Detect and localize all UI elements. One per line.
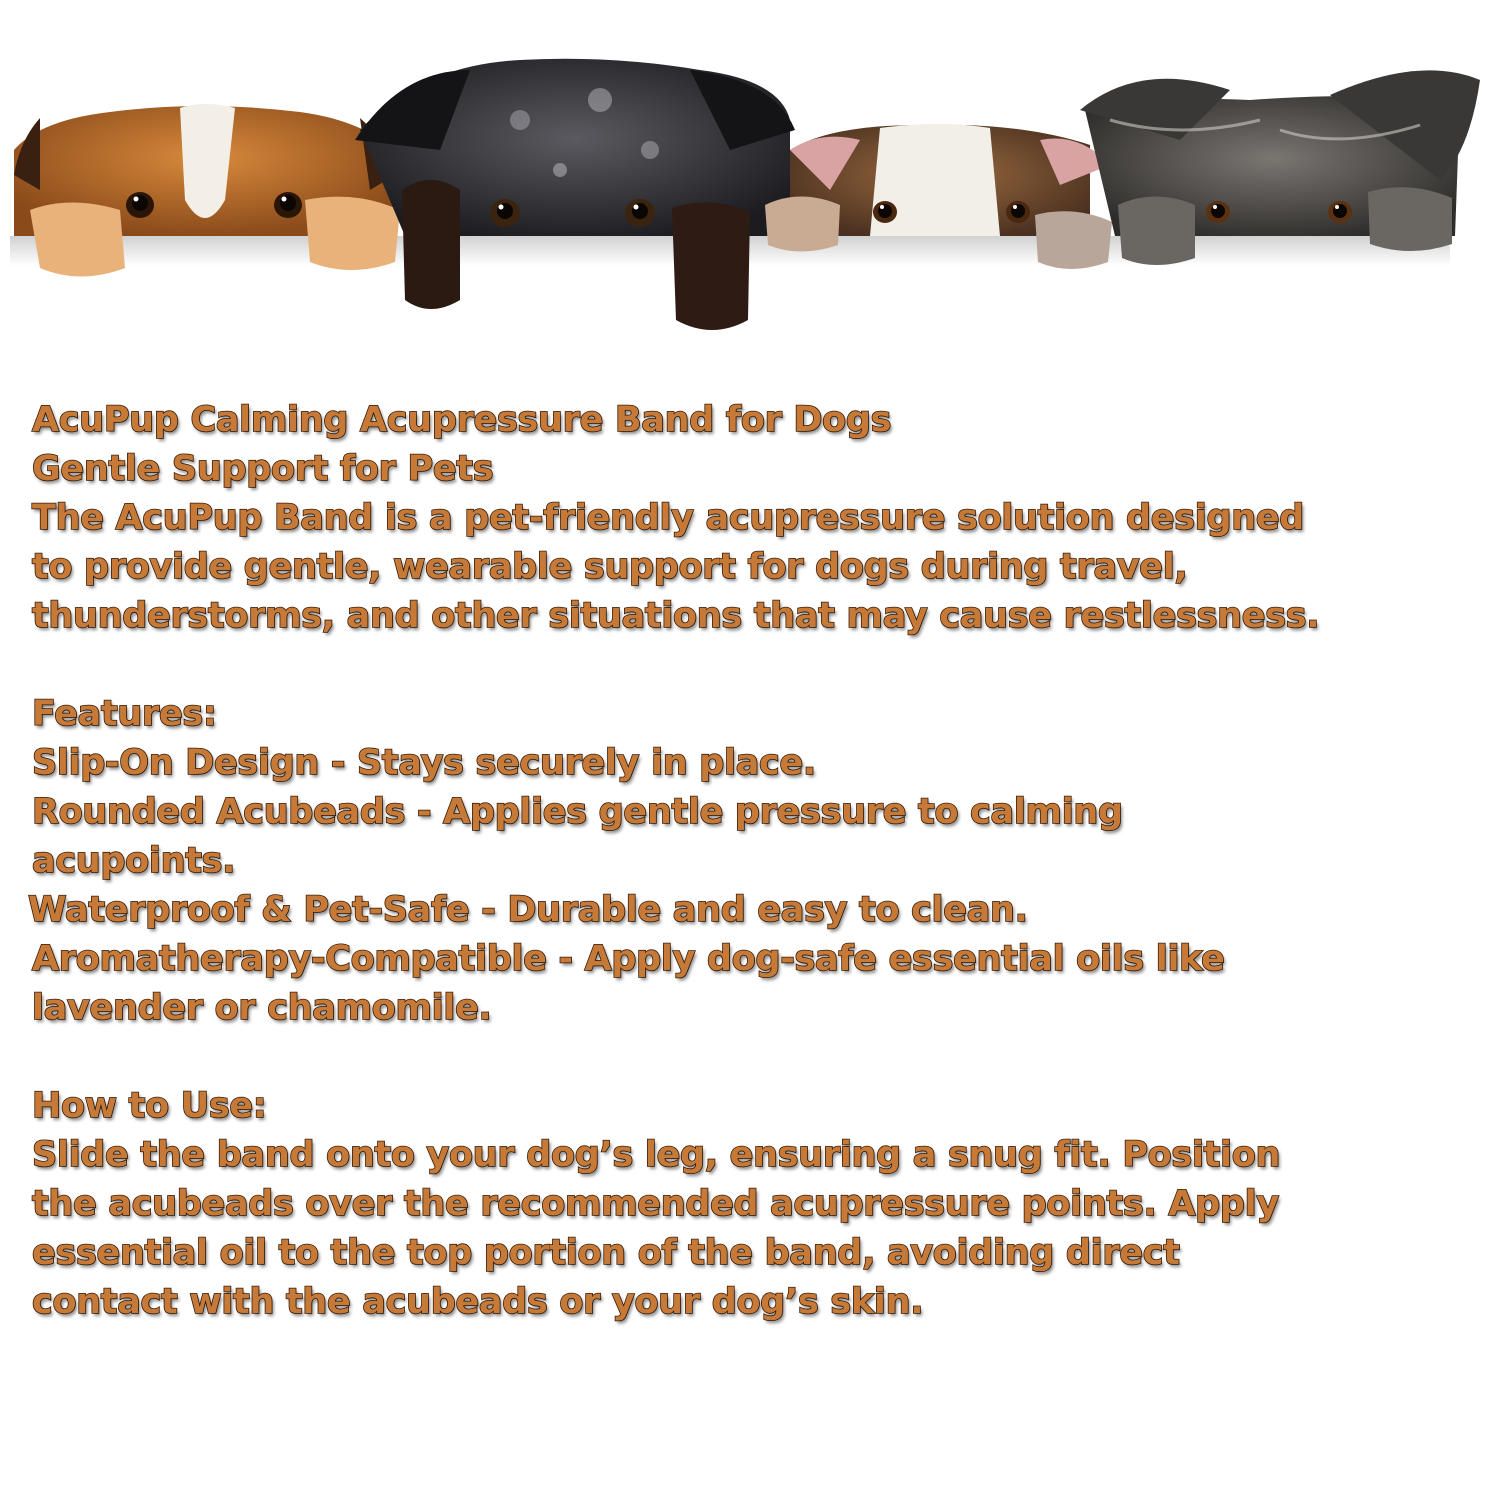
how-to-use-line: essential oil to the top portion of the band, avoiding direct — [32, 1233, 1180, 1273]
features-heading: Features: — [32, 694, 217, 734]
wiry-grey-dog — [1080, 70, 1480, 265]
intro-line: The AcuPup Band is a pet-friendly acupressure solution designed — [32, 498, 1305, 538]
product-title: AcuPup Calming Acupressure Band for Dogs — [32, 400, 892, 440]
how-to-use-heading: How to Use: — [32, 1086, 267, 1126]
intro-line: to provide gentle, wearable support for dogs during travel, — [32, 547, 1188, 587]
product-description — [28, 396, 1472, 1327]
feature-line: Slip-On Design - Stays securely in place. — [32, 743, 816, 783]
how-to-use-line: Slide the band onto your dog’s leg, ensuring a snug fit. Position — [32, 1135, 1281, 1175]
product-subtitle: Gentle Support for Pets — [32, 449, 494, 489]
how-to-use-line: contact with the acubeads or your dog’s skin. — [32, 1282, 924, 1322]
feature-line: Rounded Acubeads - Applies gentle pressure to calming — [32, 792, 1123, 832]
feature-line: Aromatherapy-Compatible - Apply dog-safe essential oils like — [32, 939, 1225, 979]
how-to-use-line: the acubeads over the recommended acupressure points. Apply — [32, 1184, 1279, 1224]
feature-line: lavender or chamomile. — [32, 988, 492, 1028]
intro-line: thunderstorms, and other situations that may cause restlessness. — [32, 596, 1320, 636]
feature-line: acupoints. — [32, 841, 236, 881]
spacer — [32, 1033, 1472, 1082]
feature-line: Waterproof & Pet-Safe - Durable and easy to clean. — [28, 890, 1028, 930]
peeking-dogs-banner — [0, 0, 1500, 360]
spacer — [32, 641, 1472, 690]
merle-dog — [355, 59, 795, 330]
